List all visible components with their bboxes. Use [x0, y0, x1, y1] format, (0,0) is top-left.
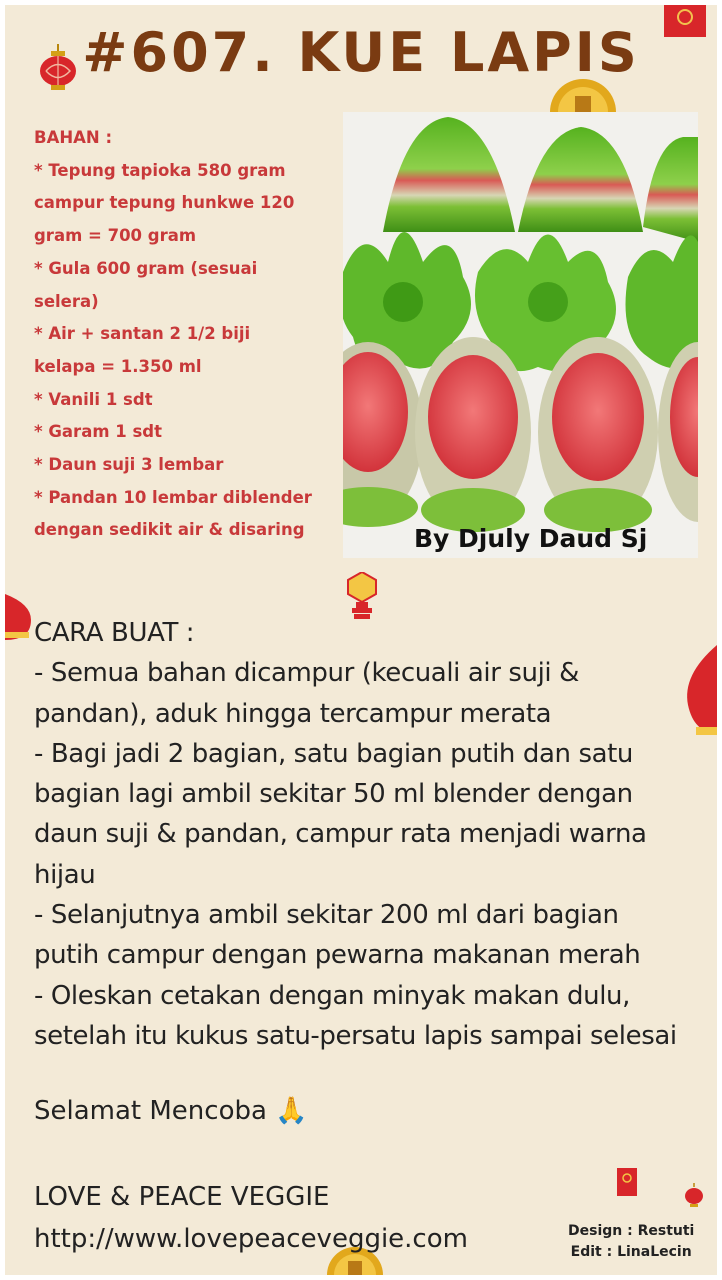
step-line: - Semua bahan dicampur (kecuali air suji & [34, 658, 579, 689]
step-line: - Bagi jadi 2 bagian, satu bagian putih dan satu [34, 738, 633, 769]
ingredient-line: * Vanili 1 sdt [34, 389, 153, 409]
step-line: putih campur dengan pewarna makanan merah [34, 940, 641, 971]
money-bag-left-icon [5, 594, 35, 644]
kue-lapis-photo [343, 112, 698, 558]
ingredients-section [34, 122, 334, 547]
ingredient-line: * Pandan 10 lembar diblender [34, 487, 312, 507]
footer [34, 1176, 468, 1260]
design-credit: Design : Restuti [568, 1223, 695, 1239]
ingredient-line: gram = 700 gram [34, 226, 197, 246]
step-line: pandan), aduk hingga tercampur merata [34, 698, 552, 729]
website-link[interactable]: http://www.lovepeaceveggie.com [34, 1224, 468, 1254]
ingredient-line: kelapa = 1.350 ml [34, 356, 202, 376]
ingredients-heading: BAHAN : [34, 128, 113, 147]
ingredient-line: * Air + santan 2 1/2 biji [34, 324, 251, 344]
ingredient-line: * Garam 1 sdt [34, 422, 163, 442]
kue-lapis-illustration [343, 112, 698, 558]
steps-heading: CARA BUAT : [34, 618, 195, 648]
ingot-cake [415, 337, 531, 532]
ingredient-line: * Tepung tapioka 580 gram [34, 160, 286, 180]
ingredient-line: selera) [34, 291, 99, 311]
steps-section [34, 613, 714, 1056]
ingredient-line: * Daun suji 3 lembar [34, 455, 224, 475]
ingredient-line: campur tepung hunkwe 120 [34, 193, 295, 213]
edit-credit: Edit : LinaLecin [570, 1244, 692, 1260]
page-title: #607. KUE LAPIS [82, 21, 640, 84]
step-line: - Oleskan cetakan dengan minyak makan dulu, [34, 980, 630, 1011]
ingredient-line: * Gula 600 gram (sesuai [34, 258, 258, 278]
photo-credit: By Djuly Daud Sj [414, 524, 648, 553]
ingot-cake [538, 337, 658, 532]
ingredient-line: dengan sedikit air & disaring [34, 520, 305, 540]
red-envelope-small-icon [617, 1168, 637, 1196]
step-line: setelah itu kukus satu-persatu lapis sampai selesai [34, 1020, 677, 1051]
small-lantern-icon [684, 1183, 704, 1209]
closing-greeting: Selamat Mencoba 🙏 [34, 1096, 308, 1126]
step-line: - Selanjutnya ambil sekitar 200 ml dari bagian [34, 900, 619, 931]
step-line: hijau [34, 859, 96, 890]
step-line: daun suji & pandan, campur rata menjadi warna [34, 819, 647, 850]
credits [568, 1221, 694, 1263]
step-line: bagian lagi ambil sekitar 50 ml blender dengan [34, 779, 633, 810]
brand-name: LOVE & PEACE VEGGIE [34, 1182, 330, 1212]
